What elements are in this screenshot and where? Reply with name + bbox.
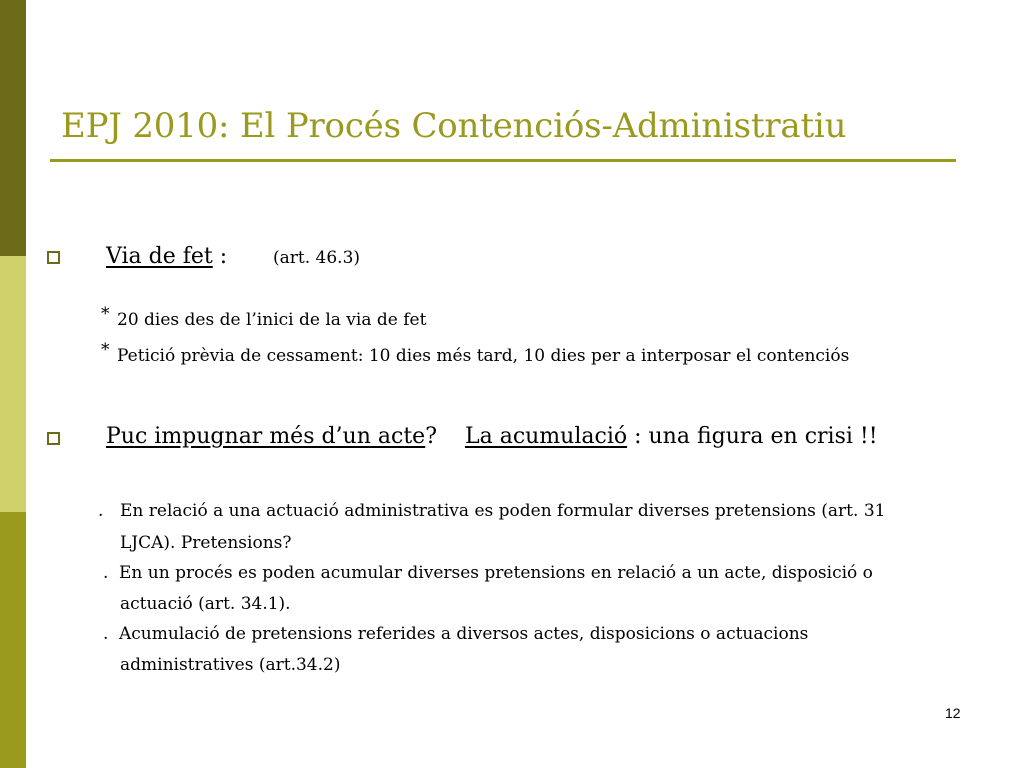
section2-item xyxy=(103,624,808,644)
section2-item-line1: Acumulació de pretensions referides a diversos actes, disposicions o actuacions xyxy=(119,624,809,644)
slide-title: EPJ 2010: El Procés Contenciós-Administratiu xyxy=(61,106,847,146)
square-bullet-icon xyxy=(47,432,60,445)
section1-item-text: Petició prèvia de cessament: 10 dies més tard, 10 dies per a interposar el contenciós xyxy=(117,346,850,366)
section1-heading: Via de fet xyxy=(106,244,213,269)
dot-marker: . xyxy=(103,563,109,583)
section2-item-line2: LJCA). Pretensions? xyxy=(120,533,292,553)
page-number: 12 xyxy=(945,705,961,721)
section2-item-line1: En un procés es poden acumular diverses pretensions en relació a un acte, disposició o xyxy=(119,563,873,583)
section2-item-line2: actuació (art. 34.1). xyxy=(120,594,291,614)
section1-heading-line xyxy=(106,244,227,269)
section2-item xyxy=(103,563,873,583)
section1-ref: (art. 46.3) xyxy=(273,248,361,268)
dot-marker: . xyxy=(103,624,109,644)
side-bar-mid xyxy=(0,512,26,768)
section2-question: ? xyxy=(425,424,437,449)
side-bar-light xyxy=(0,256,26,512)
dot-marker: . xyxy=(98,501,104,521)
section1-item-text: 20 dies des de l’inici de la via de fet xyxy=(117,310,427,330)
section2-subheading: La acumulació xyxy=(464,424,628,449)
section1-item xyxy=(101,340,850,366)
section2-item xyxy=(98,501,885,521)
section1-item xyxy=(101,304,427,330)
section2-tail: : una figura en crisi !! xyxy=(627,424,878,449)
section2-item-line2: administratives (art.34.2) xyxy=(120,655,341,675)
asterisk-marker: * xyxy=(101,340,110,360)
side-bar-dark xyxy=(0,0,26,256)
asterisk-marker: * xyxy=(101,304,110,324)
title-underline-rule xyxy=(50,159,956,162)
section2-heading-line xyxy=(106,424,878,449)
section2-item-line1: En relació a una actuació administrativa es poden formular diverses pretensions (art. 31 xyxy=(120,501,886,521)
square-bullet-icon xyxy=(47,251,60,264)
section1-colon: : xyxy=(212,244,228,269)
section2-heading: Puc impugnar més d’un acte xyxy=(106,424,426,449)
